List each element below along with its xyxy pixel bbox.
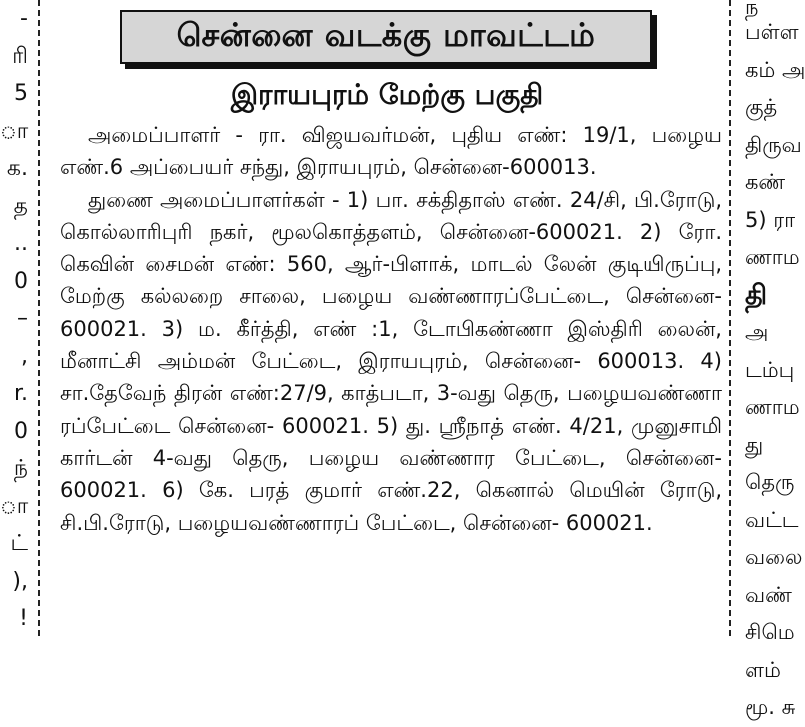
right-fragment: தெரு (745, 470, 795, 494)
left-fragment: ந் (13, 456, 28, 481)
left-fragment: r. (13, 381, 28, 406)
right-fragment: ந (745, 0, 759, 19)
left-fragment: ! (19, 606, 28, 631)
right-fragment: கம் அ (745, 57, 805, 82)
right-fragment: பள்ள (745, 20, 799, 44)
right-fragment: கண் (745, 170, 786, 194)
paragraph-deputy-organizers-text: துணை அமைப்பாளர்கள் - 1) பா. சக்திதாஸ் எண். 24/சி, பி.ரோடு, கொல்லாரிபுரி நகர், மூலகொத்தளம், சென்னை-600021. 2) ரோ. கெவின் சைமன் எண்: 560, ஆர்-பிளாக், மாடல் லேன் குடியிருப்பு, மேற்கு கல்லறை சாலை, பழைய வண்ணாரப்பேட்டை, சென்னை- 600021. 3) ம. கீர்த்தி, எண் :1, டோபிகண்ணா இஸ்திரி லைன், மீனாட்சி அம்மன் பேட்டை, இராயபுரம், சென்னை- 600013. 4) சா.தேவேந் திரன் எண்:27/9, காத்படா, 3-வது தெரு, பழையவண்ணா ரப்பேட்டை சென்னை- 600021. 5) து. ஸ்ரீநாத் எண். 4/21, முனுசாமி கார்டன் 4-வது தெரு, பழைய வண்ணார பேட்டை, சென்னை- 600021. 6) கே. பரத் குமார் எண்.22, கெனால் மெயின் ரோடு, சி.பி.ரோடு, பழையவண்ணாரப் பேட்டை, சென்னை- 600021. (60, 187, 722, 535)
left-column-text (0, 0, 32, 636)
right-column-text (735, 0, 805, 719)
left-fragment: த (13, 193, 28, 219)
right-fragment-heading: தி (745, 279, 768, 311)
right-fragment: குத் (745, 95, 778, 119)
section-title: சென்னை வடக்கு மாவட்டம் (176, 16, 596, 54)
left-fragment: ரி (12, 43, 28, 69)
right-fragment: டம்பு (745, 357, 795, 382)
right-fragment: ணாம (745, 395, 800, 419)
left-fragment: ா (0, 493, 29, 519)
right-fragment: அ (745, 320, 769, 344)
paragraph-organizer (52, 119, 722, 184)
right-fragment: சிமெ (745, 620, 795, 644)
right-column-divider (729, 0, 731, 636)
paragraph-organizer-text: அமைப்பாளர் - ரா. விஜயவர்மன், புதிய எண்: 19/1, பழைய எண்.6 அப்பையர் சந்து, இராயபுரம், சென்னை-600013. (60, 123, 722, 180)
left-fragment: , (21, 343, 28, 369)
left-fragment: – (17, 306, 28, 331)
right-fragment: து (745, 432, 764, 457)
left-fragment: .. (14, 231, 28, 256)
left-column-divider (38, 0, 40, 636)
section-title-box (120, 10, 652, 64)
article (52, 0, 722, 539)
left-fragment: 5 (14, 81, 28, 106)
right-fragment: மூ. சு (745, 695, 796, 719)
right-fragment: 5) ரா (745, 207, 796, 232)
left-fragment: 0 (14, 418, 28, 444)
left-fragment: ), (12, 568, 28, 594)
left-fragment: ா (0, 118, 29, 144)
area-subtitle: இராயபுரம் மேற்கு பகுதி (230, 78, 544, 111)
right-fragment: திருவ (745, 132, 802, 157)
right-fragment: வட்ட (745, 507, 799, 532)
paragraph-deputy-organizers (52, 184, 722, 539)
right-fragment: ணாம (745, 245, 800, 269)
left-fragment: க. (6, 156, 28, 181)
right-fragment: ளம் (745, 657, 781, 682)
left-fragment: - (20, 6, 28, 31)
right-fragment: வலை (745, 545, 803, 569)
left-fragment: ட் (10, 531, 28, 556)
right-fragment: வண் (745, 582, 792, 607)
left-fragment: 0 (14, 268, 28, 294)
